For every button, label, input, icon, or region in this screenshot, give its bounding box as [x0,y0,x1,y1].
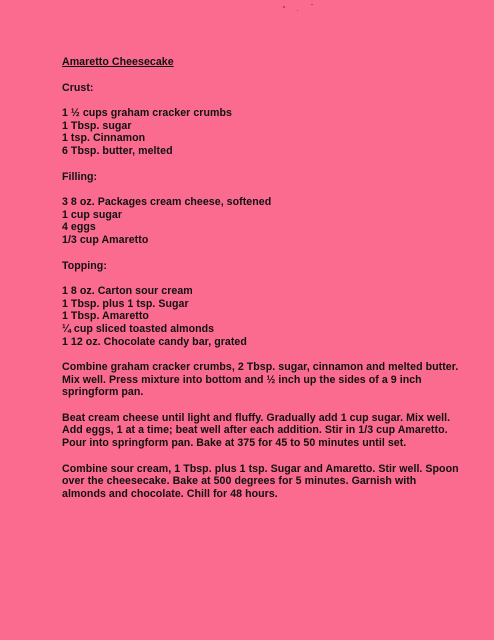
list-item: 6 Tbsp. butter, melted [62,144,173,157]
list-item: 1 12 oz. Chocolate candy bar, grated [62,335,247,348]
recipe-title: Amaretto Cheesecake [62,56,174,68]
list-item: 1 8 oz. Carton sour cream [62,285,193,298]
topping-heading: Topping: [62,259,107,272]
direction-paragraph: Beat cream cheese until light and fluffy. Gradually add 1 cup sugar. Mix well. Add eggs, 1 at a time; beat well after each addition. Stir in 1/3 cup Amaretto. Pour into springform pan. Bake at 375 for 45 to 50 minutes until set. [62,411,451,450]
speck [283,6,285,8]
list-item: 1 Tbsp. plus 1 tsp. Sugar [62,297,189,310]
list-item: 1 ½ cups graham cracker crumbs [62,107,232,120]
list-item: 1 Tbsp. Amaretto [62,310,149,323]
topping-ingredients [62,285,462,348]
speck [311,4,313,5]
list-item: 4 eggs [62,221,96,234]
crust-heading: Crust: [62,81,94,94]
list-item: 1 tsp. Cinnamon [62,132,146,145]
filling-ingredients [62,196,462,246]
filling-heading: Filling: [62,170,98,183]
list-item: 1 cup sugar [62,208,123,221]
crust-ingredients [62,107,462,157]
list-item: 1/3 cup Amaretto [62,233,149,246]
list-item: ¼ cup sliced toasted almonds [62,322,215,335]
list-item: 3 8 oz. Packages cream cheese, softened [62,196,272,209]
recipe-document [62,56,462,513]
list-item: 1 Tbsp. sugar [62,119,132,132]
speck [297,10,298,11]
direction-paragraph: Combine sour cream, 1 Tbsp. plus 1 tsp. Sugar and Amaretto. Stir well. Spoon over the cheesecake. Bake at 500 degrees for 5 minutes. Garnish with almonds and chocolate. Chill for 48 hours. [62,462,459,500]
direction-paragraph: Combine graham cracker crumbs, 2 Tbsp. sugar, cinnamon and melted butter. Mix well. Press mixture into bottom and ½ inch up the sides of a 9 inch springform pan. [62,361,459,399]
